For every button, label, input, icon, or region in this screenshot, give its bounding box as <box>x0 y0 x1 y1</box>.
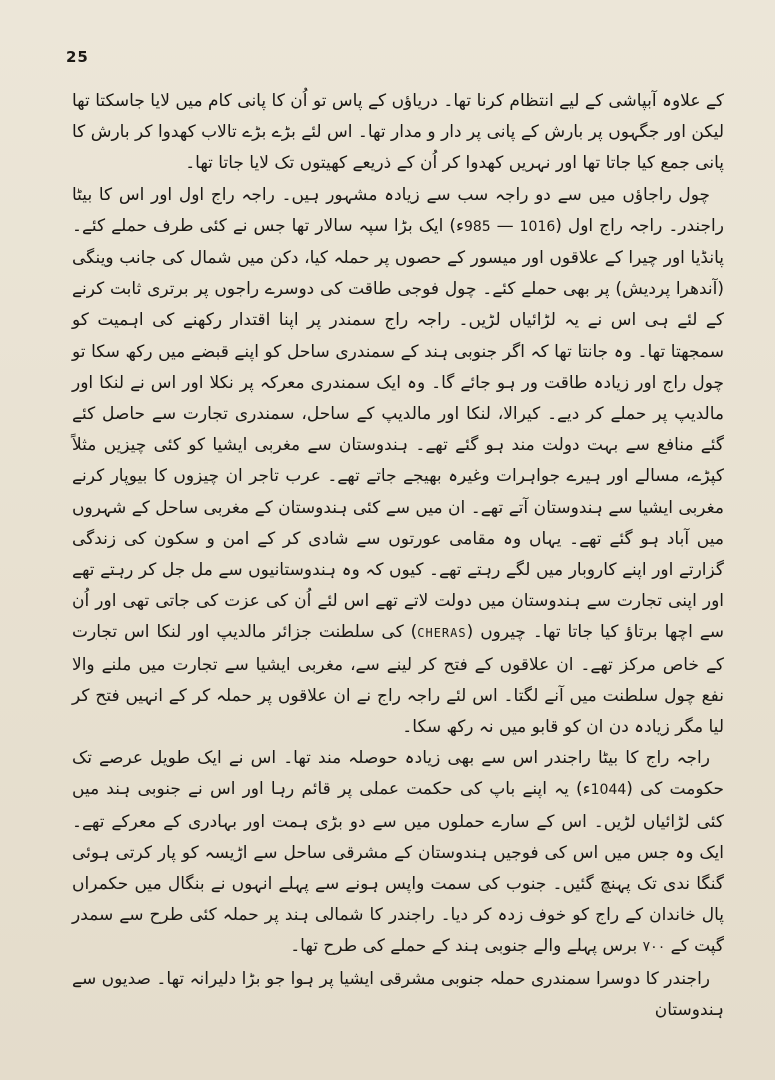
page-number: 25 <box>66 48 89 66</box>
latin-term: CHERAS <box>417 626 467 641</box>
paragraph <box>72 743 724 963</box>
text-run: — <box>490 215 520 236</box>
text-run: ) کی سلطنت جزائر مالدیپ اور لنکا اس تجارت کے خاص مرکز تھے۔ ان علاقوں کے فتح کر لینے سے، مغربی ایشیا سے تجارت میں ملنے والا نفع چول سلطنت میں آنے لگتا۔ اس لئے راجہ راج نے ان علاقوں پر حملہ کر کے انہیں فتح کر لیا مگر زیادہ دن ان کو قابو میں نہ رکھ سکا۔ <box>72 622 724 738</box>
paragraph <box>72 180 724 744</box>
body-text <box>72 86 724 1026</box>
text-run: راجندر کا دوسرا سمندری حملہ جنوبی مشرقی ایشیا پر ہوا جو بڑا دلیرانہ تھا۔ صدیوں سے ہندوستان <box>72 968 724 1020</box>
text-run: کے علاوہ آبپاشی کے لیے انتظام کرنا تھا۔ دریاؤں کے پاس تو اُن کا پانی کام میں لایا جاسکتا تھا لیکن اور جگہوں پر بارش کے پانی پر دار و مدار تھا۔ اس لئے بڑے بڑے تالاب کھدوا کر بارش کا پانی جمع کیا جاتا تھا اور نہریں کھدوا کر اُن کے ذریعے کھیتوں تک لایا جاتا تھا۔ <box>72 91 724 174</box>
number-text: ۷۰۰ <box>642 939 666 956</box>
text-run: چول راجاؤں میں سے دو راجہ سب سے زیادہ مشہور ہیں۔ راجہ راج اول اور اس کا بیٹا راجندر۔ راجہ راج اول ( <box>72 184 724 236</box>
text-run: برس پہلے والے جنوبی ہند کے حملے کی طرح تھا۔ <box>290 936 643 957</box>
number-text: 1044 <box>590 782 627 799</box>
number-text: 1016 <box>519 218 556 235</box>
number-text: 985 <box>463 218 491 235</box>
text-run: ء) یہ اپنے باپ کی حکمت عملی پر قائم رہا اور اس نے جنوبی ہند میں کئی لڑائیاں لڑیں۔ اس کے سارے حملوں میں سے دو بڑی ہمت اور بہادری کے معرکے تھے۔ ایک وہ جس میں اس کی فوجیں ہندوستان کے مشرقی ساحل سے اڑیسہ کو پار کرتی ہوئی گنگا ندی تک پہنچ گئیں۔ جنوب کی سمت واپس ہونے سے پہلے انہوں نے بنگال میں حکمراں پال خاندان کے راج کو خوف زدہ کر دیا۔ راجندر کا شمالی ہند پر حملہ کئی طرح سے سمدر گپت کے <box>72 779 724 957</box>
paragraph <box>72 964 724 1026</box>
text-run: راجہ راج کا بیٹا راجندر اس سے بھی زیادہ حوصلہ مند تھا۔ اس نے ایک طویل عرصے تک حکومت کی ( <box>72 748 725 800</box>
paragraph <box>72 86 724 180</box>
text-run: ء) ایک بڑا سپہ سالار تھا جس نے کئی طرف حملے کئے۔ پانڈیا اور چیرا کے علاقوں اور میسور کے حصوں پر حملہ کیا، دکن میں شمال کی جانب وینگی (آندھرا پردیش) پر بھی حملے کئے۔ چول فوجی طاقت کی دوسرے راجوں پر برتری ثابت کرنے کے لئے ہی اس نے یہ لڑائیاں لڑیں۔ راجہ راج سمندر پر اپنا اقتدار رکھنے کی اہمیت کو سمجھتا تھا۔ وہ جانتا تھا کہ اگر جنوبی ہند کے سمندری ساحل کو اپنے قبضے میں رکھ سکا تو چول راج اور زیادہ طاقت ور ہو جائے گا۔ وہ ایک سمندری معرکہ پر نکلا اور اس نے لنکا اور مالدیپ پر حملے کر دیے۔ کیرالا، لنکا اور مالدیپ کے ساحل، سمندری تجارت سے حاصل کئے گئے منافع سے بہت دولت مند ہو گئے تھے۔ ہندوستان سے مغربی ایشیا کو کئی چیزیں مثلاً کپڑے، مسالے اور ہیرے جواہرات وغیرہ بھیجے جاتے تھے۔ عرب تاجر ان چیزوں کا بیوپار کرنے مغربی ایشیا سے ہندوستان آتے تھے۔ ان میں سے کئی ہندوستان کے مغربی ساحل کے شہروں میں آباد ہو گئے تھے۔ یہاں وہ مقامی عورتوں سے شادی کر کے امن و سکون کی زندگی گزارتے اور اپنے کاروبار میں لگے رہتے تھے۔ کیوں کہ وہ ہندوستانیوں سے مل جل کر رہتے تھے اور اپنی تجارت سے ہندوستان میں دولت لاتے تھے اس لئے اُن کی عزت کی جاتی تھی اور اُن سے اچھا برتاؤ کیا جاتا تھا۔ چیروں ( <box>72 215 724 643</box>
